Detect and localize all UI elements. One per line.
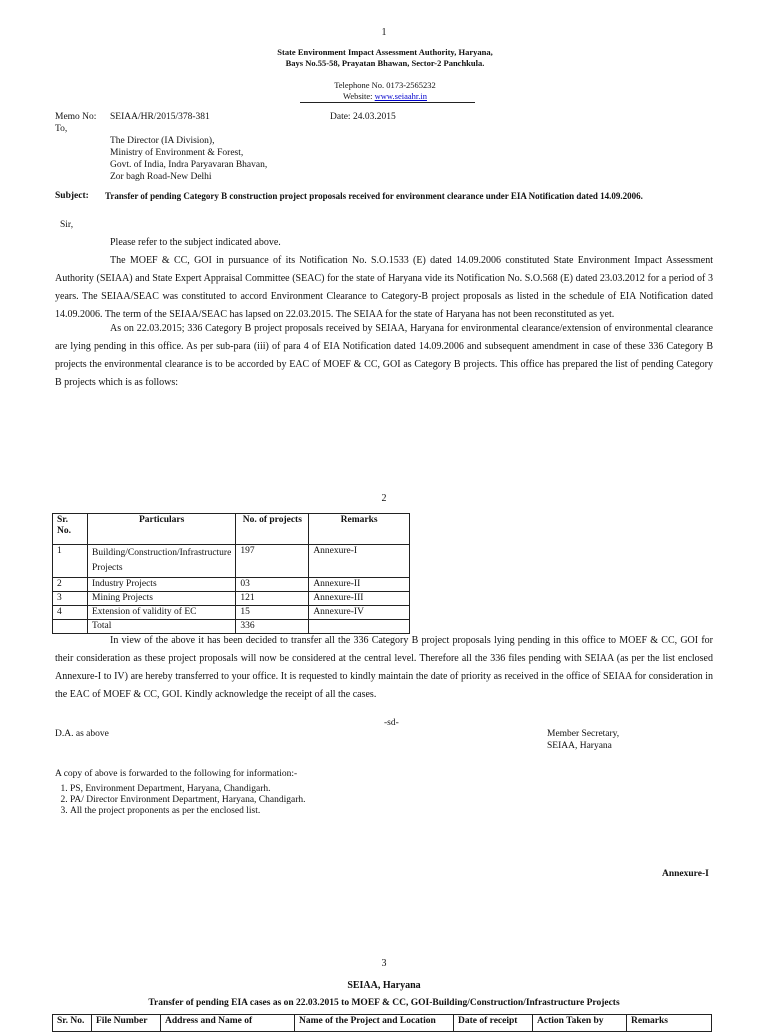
cell-sr: 4 (53, 606, 88, 620)
signatory-block (547, 728, 619, 752)
cell-remarks: Annexure-I (309, 545, 410, 578)
page-number-2: 2 (381, 493, 387, 504)
addressee-line: Govt. of India, Indra Paryavaran Bhavan, (110, 160, 268, 170)
column-header: Date of receipt (454, 1015, 533, 1032)
paragraph-intro: Please refer to the subject indicated above. (110, 237, 281, 248)
column-header: Remarks (627, 1015, 712, 1032)
memo-to: To, (55, 124, 68, 134)
cell-remarks: Annexure-IV (309, 606, 410, 620)
memo-label: Memo No: (55, 112, 97, 122)
addressee-block (110, 135, 267, 183)
addressee-line: The Director (IA Division), (110, 136, 215, 146)
column-header: Sr. No. (53, 1015, 92, 1032)
paragraph-transfer-decision: In view of the above it has been decided to transfer all the 336 Category B project proposals lying pending in this office to MOEF & CC, GOI for their consideration as these project proposals will now be considered at the central level. Therefore all the 336 files pending with SEIAA (as per the list enclosed Annexure-I to IV) are hereby transferred to your office. It is requested to kindly maintain the date of priority as received in the office of SEIAA for consideration in the EAC of MOEF & CC, GOI. Kindly acknowledge the receipt of all the cases. (55, 635, 713, 700)
website-link[interactable]: www.seiaahr.in (374, 91, 427, 101)
memo-number: SEIAA/HR/2015/378-381 (110, 112, 210, 122)
cell-particulars: Building/Construction/Infrastructure Projects (88, 545, 236, 578)
cell-count: 03 (236, 578, 309, 592)
summary-table (52, 513, 410, 634)
cell-sr: 2 (53, 578, 88, 592)
cell-remarks: Annexure-III (309, 592, 410, 606)
column-header: Sr. No. (53, 514, 88, 545)
letterhead-divider (300, 102, 475, 103)
letterhead-line-1: State Environment Impact Assessment Authority, Haryana, (277, 47, 493, 57)
list-item: 1. PS, Environment Department, Haryana, Chandigarh. (70, 784, 455, 795)
signatory-title: Member Secretary, (547, 729, 620, 739)
column-header: Particulars (88, 514, 236, 545)
letterhead (200, 47, 570, 69)
cell-count: 121 (236, 592, 309, 606)
subject-text: Transfer of pending Category B construction project proposals received for environment clearance under EIA Notification dated 14.09.2006. (105, 191, 643, 201)
column-header: No. of projects (236, 514, 309, 545)
copy-to-intro: A copy of above is forwarded to the following for information:- (55, 769, 298, 779)
column-header: Action Taken by (533, 1015, 627, 1032)
annexure-table (52, 1014, 712, 1032)
telephone: Telephone No. 0173-2565232 (334, 80, 436, 90)
subject-label: Subject: (55, 191, 89, 201)
cell-particulars: Extension of validity of EC (88, 606, 236, 620)
memo-date: Date: 24.03.2015 (330, 112, 396, 122)
cell-remarks: Annexure-II (309, 578, 410, 592)
cell-count: 336 (236, 620, 309, 634)
website-line (200, 91, 570, 102)
page3-org: SEIAA, Haryana (347, 980, 421, 991)
column-header: Remarks (309, 514, 410, 545)
copy-to-list (55, 784, 455, 817)
column-header: Name of the Project and Location (295, 1015, 454, 1032)
addressee-line: Ministry of Environment & Forest, (110, 148, 244, 158)
table-row (53, 606, 410, 620)
list-item: 2. PA/ Director Environment Department, Haryana, Chandigarh. (70, 795, 455, 806)
letterhead-line-2: Bays No.55-58, Prayatan Bhawan, Sector-2 Panchkula. (285, 58, 485, 68)
table-header-row (53, 1015, 712, 1032)
cell-sr: 3 (53, 592, 88, 606)
signatory-org: SEIAA, Haryana (547, 741, 612, 751)
contact-block (200, 80, 570, 102)
enclosure-note: D.A. as above (55, 729, 109, 739)
page-number-1: 1 (381, 27, 387, 38)
cell-particulars: Industry Projects (88, 578, 236, 592)
page3-title: Transfer of pending EIA cases as on 22.03.2015 to MOEF & CC, GOI-Building/Construction/Infrastructure Projects (148, 998, 620, 1008)
annexure-label: Annexure-I (662, 869, 709, 879)
table-header-row (53, 514, 410, 545)
salutation: Sir, (60, 220, 74, 230)
page-number-3: 3 (381, 958, 387, 969)
cell-particulars: Total (88, 620, 236, 634)
cell-count: 197 (236, 545, 309, 578)
cell-count: 15 (236, 606, 309, 620)
table-row (53, 545, 410, 578)
website-label: Website: (343, 91, 373, 101)
addressee-line: Zor bagh Road-New Delhi (110, 172, 212, 182)
table-row (53, 578, 410, 592)
column-header: File Number (92, 1015, 161, 1032)
signature-sd: -sd- (384, 718, 399, 728)
cell-sr: 1 (53, 545, 88, 578)
paragraph-notification: The MOEF & CC, GOI in pursuance of its Notification No. S.O.1533 (E) dated 14.09.2006 constituted State Environment Impact Assessment Authority (SEIAA) and State Expert Appraisal Committee (SEAC) for the state of Haryana vide its Notification No. S.O.568 (E) dated 23.03.2012 for a period of 3 years. The SEIAA/SEAC was constituted to accord Environment Clearance to Category-B project proposals as listed in the schedule of EIA Notification dated 14.09.2006. The term of the SEIAA/SEAC has lapsed on 22.03.2015. The SEIAA for the state of Haryana has not been reconstituted as yet. (55, 255, 713, 320)
list-item: 3. All the project proponents as per the enclosed list. (70, 806, 455, 817)
cell-particulars: Mining Projects (88, 592, 236, 606)
table-row (53, 592, 410, 606)
paragraph-pending-projects: As on 22.03.2015; 336 Category B project proposals received by SEIAA, Haryana for environmental clearance/extension of environmental clearance are lying pending in this office. As per sub-para (iii) of para 4 of EIA Notification dated 14.09.2006 and subsequent amendment in case of these 336 Category B projects the environmental clearance is to be accorded by EAC of MOEF & CC, GOI as Category B projects. This office has prepared the list of pending Category B projects which is as follows: (55, 323, 713, 388)
column-header: Address and Name of (161, 1015, 295, 1032)
